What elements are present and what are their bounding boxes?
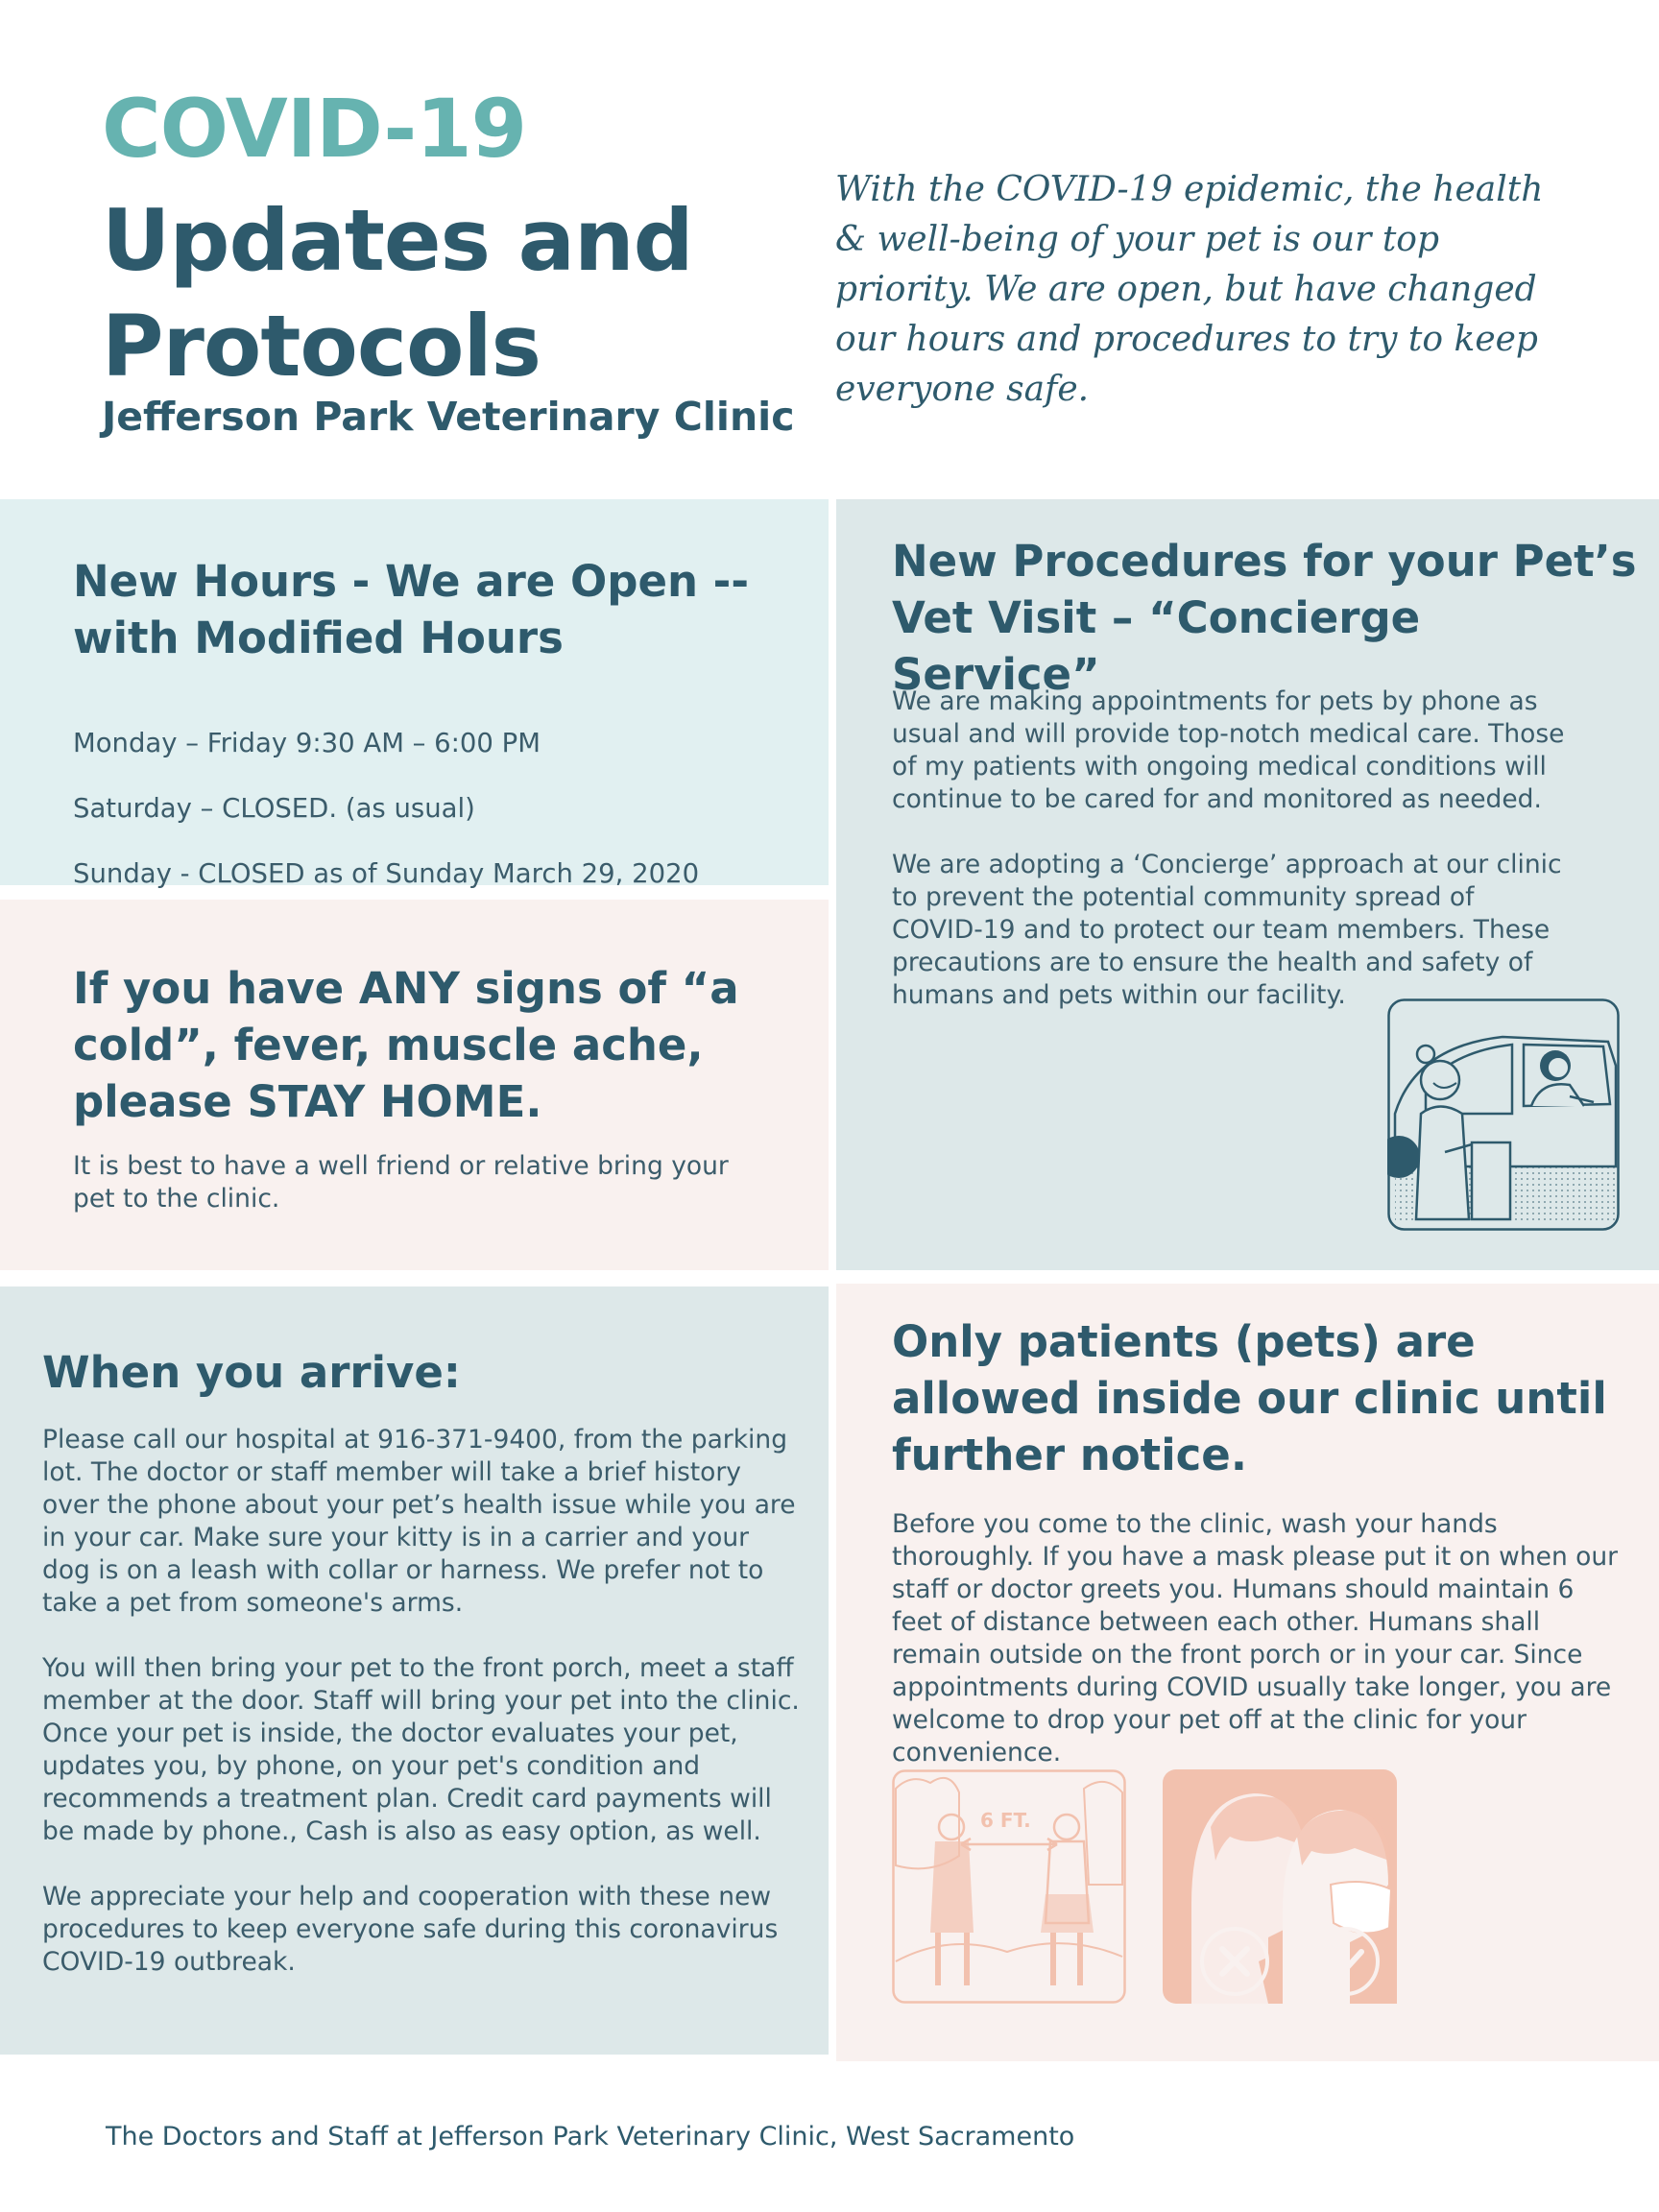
intro-text: With the COVID-19 epidemic, the health & well-being of your pet is our top priority. We are open, but have changed our hours and procedures to try to keep everyone safe.	[835, 170, 1544, 409]
arrival-paragraph: Please call our hospital at 916-371-9400, from the parking lot. The doctor or staff member will take a brief history over the phone about your pet’s health issue while you are in your car. Make sure your kitty is in a carrier and your dog is on a leash with collar or harness. We prefer not to take a pet from someone's arms.	[42, 1425, 796, 1618]
procedures-heading: New Procedures for your Pet’s Vet Visit – “Concierge Service”	[892, 536, 1637, 700]
procedures-panel	[836, 499, 1659, 1270]
title-line-1: Updates and	[102, 191, 693, 290]
title-line-2: Protocols	[102, 297, 541, 396]
covid-title: COVID-19	[102, 82, 527, 176]
procedures-paragraph: We are adopting a ‘Concierge’ approach at our clinic to prevent the potential community spread of COVID-19 and to protect our team members. These precautions are to ensure the health and safety of humans and pets within our facility.	[892, 850, 1562, 1010]
page-title	[102, 188, 693, 399]
arrival-panel	[0, 1286, 829, 2055]
distance-label: 6 FT.	[980, 1809, 1031, 1832]
patients-only-body: Before you come to the clinic, wash your hands thoroughly. If you have a mask please put it on when our staff or doctor greets you. Humans should maintain 6 feet of distance between each other. Humans shall remain outside on the front porch or in your car. Since appointments during COVID usually take longer, you are welcome to drop your pet off at the clinic for your convenience.	[892, 1509, 1619, 1767]
social-distance-illustration	[892, 1769, 1126, 2004]
clinic-name: Jefferson Park Veterinary Clinic	[102, 394, 795, 440]
hours-heading: New Hours - We are Open -- with Modified Hours	[73, 556, 750, 663]
stay-home-panel	[0, 900, 829, 1270]
hours-line: Monday – Friday 9:30 AM – 6:00 PM	[73, 728, 541, 758]
arrival-paragraph: We appreciate your help and cooperation with these new procedures to keep everyone safe during this coronavirus COVID-19 outbreak.	[42, 1882, 779, 1977]
hours-line: Sunday - CLOSED as of Sunday March 29, 2020	[73, 858, 700, 889]
arrival-paragraph: You will then bring your pet to the front porch, meet a staff member at the door. Staff will bring your pet into the clinic. Once your pet is inside, the doctor evaluates your pet, updates you, by phone, on your pet's condition and recommends a treatment plan. Credit card payments will be made by phone., Cash is also as easy option, as well.	[42, 1653, 800, 1846]
procedures-paragraph: We are making appointments for pets by phone as usual and will provide top-notch medical care. Those of my patients with ongoing medical conditions will continue to be cared for and monitored as needed.	[892, 686, 1565, 814]
stay-home-heading: If you have ANY signs of “a cold”, fever, muscle ache, please STAY HOME.	[73, 963, 739, 1127]
stay-home-body: It is best to have a well friend or relative bring your pet to the clinic.	[73, 1151, 729, 1214]
arrival-heading: When you arrive:	[42, 1347, 461, 1398]
concierge-car-illustration	[1387, 998, 1620, 1231]
mask-illustration	[1163, 1769, 1397, 2004]
footer-signature: The Doctors and Staff at Jefferson Park Veterinary Clinic, West Sacramento	[106, 2122, 1075, 2152]
patients-only-panel	[836, 1284, 1659, 2061]
hours-panel	[0, 499, 829, 889]
hours-line: Saturday – CLOSED. (as usual)	[73, 793, 475, 824]
patients-only-heading: Only patients (pets) are allowed inside our clinic until further notice.	[892, 1316, 1607, 1480]
